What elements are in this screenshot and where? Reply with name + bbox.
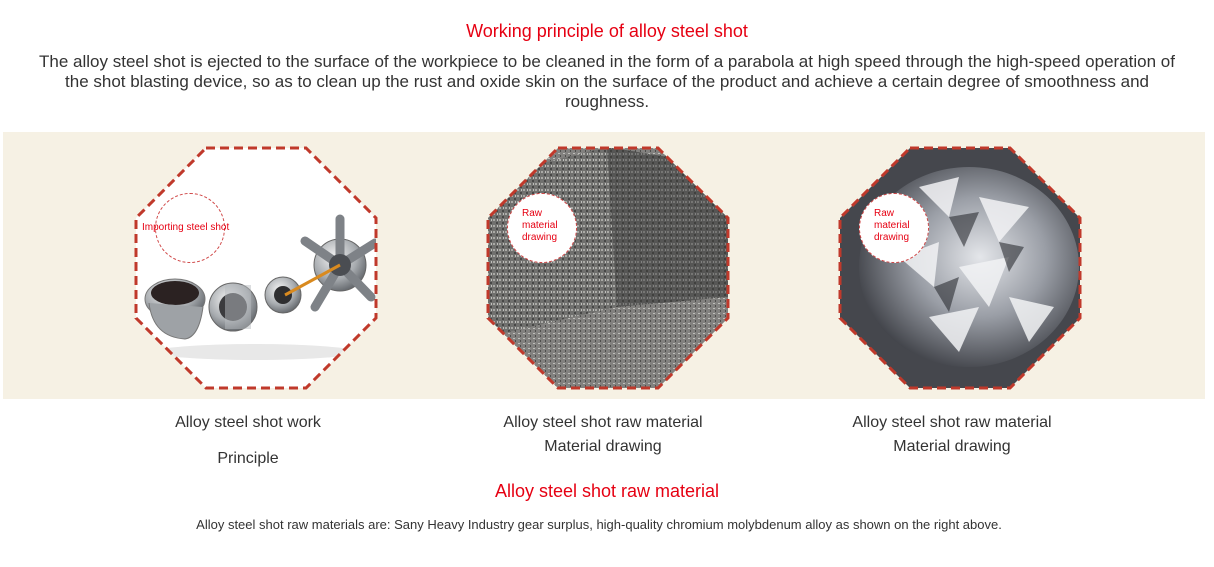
card-raw-material-2 <box>839 147 1081 389</box>
steel-scrap-blocks-photo <box>487 147 729 389</box>
section-subtitle: Alloy steel shot raw material <box>494 481 720 501</box>
raw-material-badge: Raw material drawing <box>507 193 577 263</box>
section-title: Working principle of alloy steel shot <box>466 21 748 41</box>
caption-raw-material-2: Alloy steel shot raw material Material drawing <box>852 414 1052 455</box>
alloy-chips-photo <box>839 147 1081 389</box>
intro-paragraph: The alloy steel shot is ejected to the surface of the workpiece to be cleaned in the form of a parabola at high speed through the high-speed operation of the shot blasting device, so as to clean up the rust and oxide skin on the surface of the product and achieve a certain degree of smoothness and roughness. <box>39 52 1175 111</box>
raw-material-badge: Raw material drawing <box>859 193 929 263</box>
raw-material-description: Alloy steel shot raw materials are: Sany Heavy Industry gear surplus, high-quality chromium molybdenum alloy as shown on the right above. <box>196 517 1002 532</box>
importing-steel-shot-badge: Importing steel shot <box>155 193 225 263</box>
caption-working-principle: Alloy steel shot work Principle <box>175 414 321 467</box>
caption-raw-material-1: Alloy steel shot raw material Material drawing <box>503 414 703 455</box>
shot-blasting-device-illustration <box>135 147 377 389</box>
card-raw-material-1 <box>487 147 729 389</box>
card-working-principle <box>135 147 377 389</box>
